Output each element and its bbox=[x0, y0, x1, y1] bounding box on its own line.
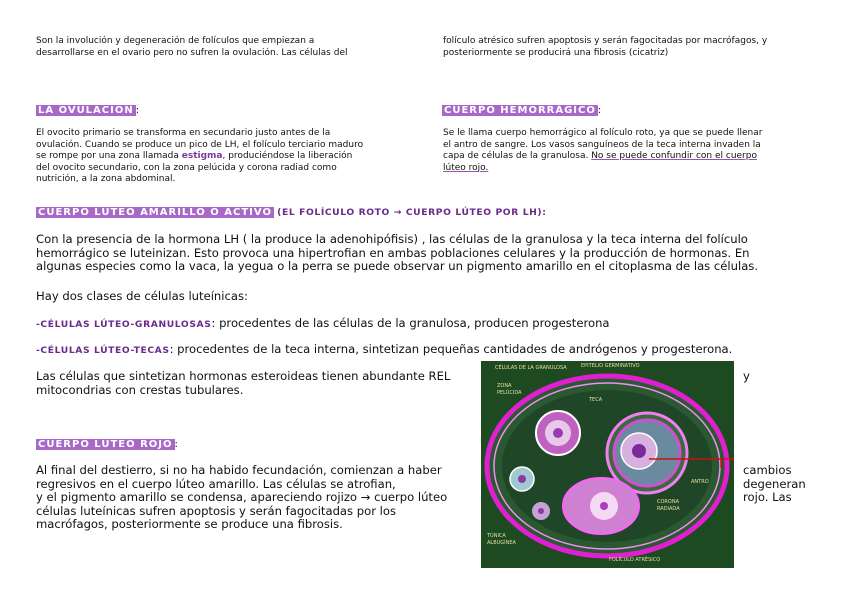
luteo-granulosas-item: -CÉLULAS LÚTEO-GRANULOSAS: procedentes de las células de la granulosa, producen progesterona bbox=[36, 316, 610, 330]
label-teca: TECA bbox=[589, 397, 603, 403]
label-radiada: RADIADA bbox=[657, 506, 680, 512]
label-atresico: FOLÍCULO ATRÉSICO bbox=[609, 557, 661, 563]
hemorragico-heading: CUERPO HEMORRÁGICO : bbox=[444, 105, 602, 116]
label-zona: ZONA bbox=[497, 383, 512, 389]
ovulacion-heading: LA OVULACIÓN : bbox=[38, 105, 140, 116]
label-pelucida: PELÚCIDA bbox=[497, 390, 522, 396]
rojo-paragraph: Al final del destierro, si no ha habido fecundación, comienzan a haber regresivos en el cuerpo lúteo amarillo. Las células se atrofian, y el pigmento amarillo se condensa, apareciendo rojizo → cuerpo lúteo células luteínicas sufren apoptosis y serán fagocitadas por los macrófagos, posteriormente se produce una fibrosis. bbox=[36, 463, 448, 532]
ovary-illustration bbox=[481, 361, 734, 568]
ovulacion-paragraph: El ovocito primario se transforma en secundario justo antes de la ovulación. Cuando se produce un pico de LH, el folículo terciario maduro se rompe por una zona llamada estigma, produciéndose la liberación del ovocito secundario, con la zona pelúcida y corona radiad como nutrición, a la zona abdominal. bbox=[36, 128, 364, 184]
label-corona: CORONA bbox=[657, 499, 679, 505]
label-antro: ANTRO bbox=[691, 479, 709, 485]
label-albuginea: ALBUGÍNEA bbox=[487, 540, 516, 546]
rojo-heading: CUERPO LÚTEO ROJO : bbox=[38, 439, 178, 450]
label-epitelio: EPITELIO GERMINATIVO bbox=[581, 363, 640, 369]
label-tunica: TÚNICA bbox=[487, 533, 506, 539]
label-granulosa: CÉLULAS DE LA GRANULOSA bbox=[495, 365, 567, 371]
rel-paragraph-right: y bbox=[743, 369, 750, 383]
luteinicas-intro: Hay dos clases de células luteínicas: bbox=[36, 289, 248, 303]
rojo-paragraph-right: cambios degeneran rojo. Las bbox=[743, 463, 806, 505]
amarillo-heading: CUERPO LÚTEO AMARILLO O ACTIVO (EL FOLÍCULO ROTO → CUERPO LÚTEO POR LH): bbox=[38, 207, 547, 218]
top-left-paragraph: Son la involución y degeneración de folículos que empiezan a desarrollarse en el ovario pero no sufren la ovulación. Las células del bbox=[36, 36, 348, 58]
hemorragico-paragraph: Se le llama cuerpo hemorrágico al folículo roto, ya que se puede llenar el antro de sangre. Los vasos sanguíneos de la teca interna invaden la capa de células de la granulosa. No se puede confundir con el cuerpo lúteo rojo. bbox=[443, 128, 763, 173]
luteo-tecas-item: -CÉLULAS LÚTEO-TECAS: procedentes de la teca interna, sintetizan pequeñas cantidades de andrógenos y progesterona. bbox=[36, 342, 733, 356]
top-right-paragraph: folículo atrésico sufren apoptosis y serán fagocitadas por macrófagos, y posteriormente se producirá una fibrosis (cicatriz) bbox=[443, 36, 768, 58]
rel-paragraph: Las células que sintetizan hormonas esteroideas tienen abundante REL mitocondrias con crestas tubulares. bbox=[36, 369, 451, 397]
amarillo-paragraph: Con la presencia de la hormona LH ( la produce la adenohipófisis) , las células de la granulosa y la teca interna del folículo hemorrágico se luteinizan. Esto provoca una hipertrofian en ambas poblaciones celulares y la producción de hormonas. En algunas especies como la vaca, la yegua o la perra se puede observar un pigmento amarillo en el citoplasma de las células. bbox=[36, 232, 759, 274]
estigma-term: estigma bbox=[181, 151, 223, 161]
